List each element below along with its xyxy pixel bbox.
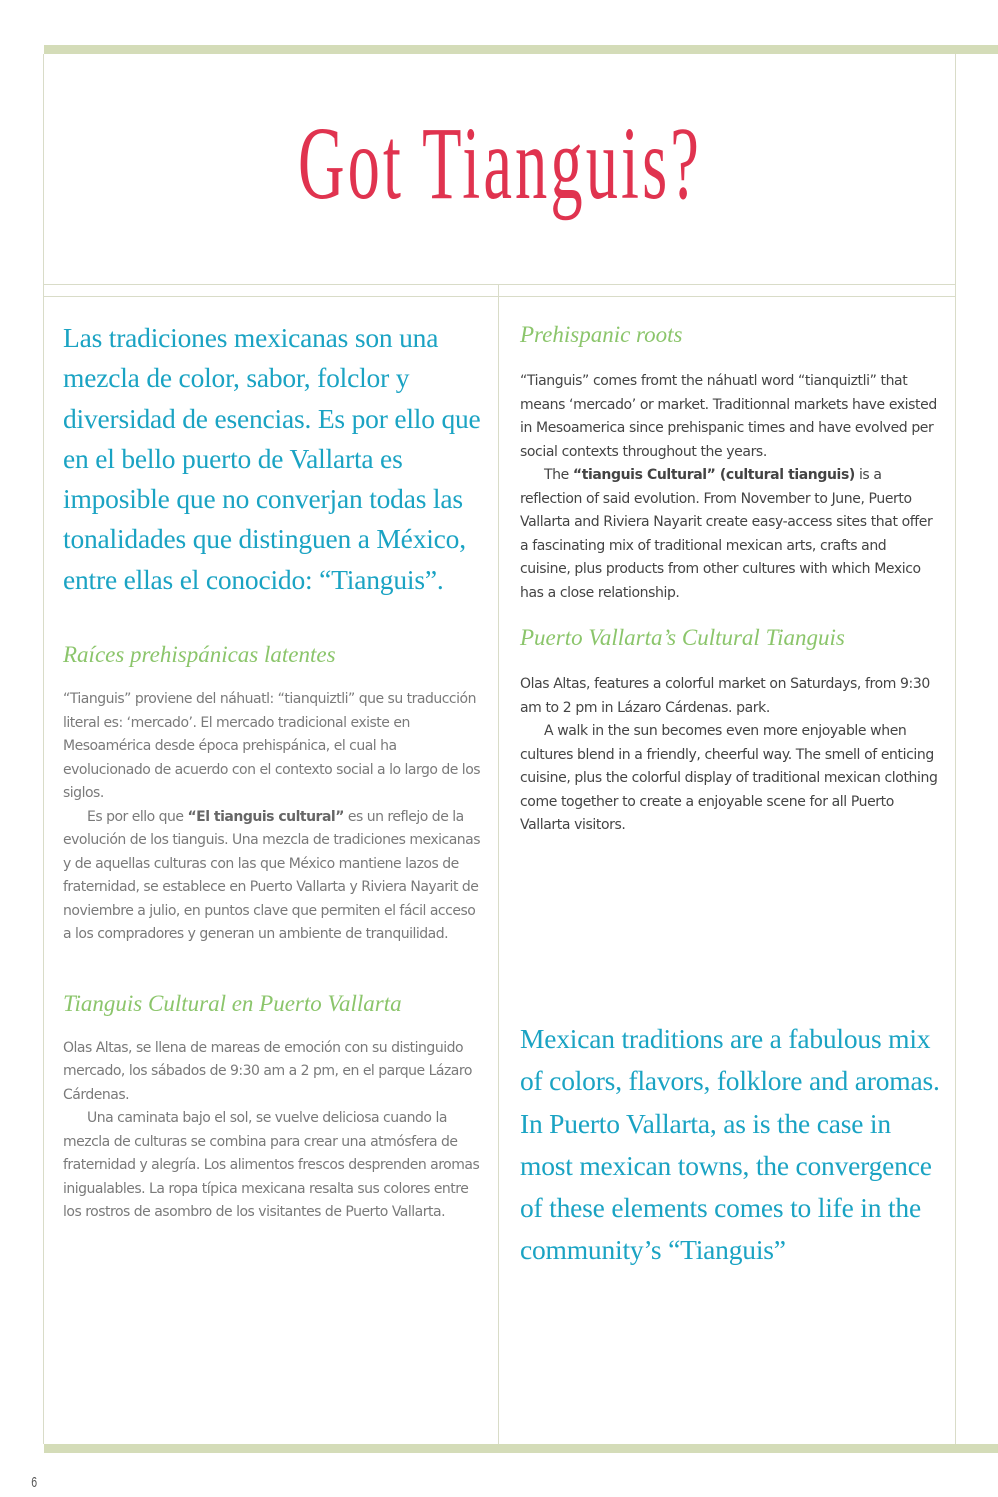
english-section2-title: Puerto Vallarta’s Cultural Tianguis [520,625,845,650]
english-bold-term: “tianguis Cultural” (cultural tianguis) [572,467,855,483]
spanish-bold-term: “El tianguis cultural” [187,808,344,825]
spanish-section2-paragraph1: Olas Altas, se llena de mareas de emoción con su distinguido mercado, los sábados de 9:30 am a 2 pm, en el parque Lázaro Cárdenas. [63,1039,472,1103]
top-rule [44,45,998,54]
english-section2-paragraph1: Olas Altas, features a colorful market on Saturdays, from 9:30 am to 2 pm in Lázaro Cárdenas. park. [520,676,930,716]
english-column [520,322,940,838]
english-section1-title: Prehispanic roots [520,322,683,347]
bottom-rule [44,1444,998,1453]
spanish-lead: Las tradiciones mexicanas son una mezcla de color, sabor, folclor y diversidad de esencias. Es por ello que en el bello puerto de Vallarta es imposible que no converjan todas las tonalidades que distinguen a México, entre ellas el conocido: “Tianguis”. [63,322,481,595]
right-frame-line [955,54,956,1444]
spanish-column [63,318,481,1225]
left-frame-line [43,54,44,1444]
english-section2-paragraph2: A walk in the sun becomes even more enjoyable when cultures blend in a friendly, cheerful way. The smell of enticing cuisine, plus the colorful display of traditional mexican clothing come together to create a enjoyable scene for all Puerto Vallarta visitors. [520,723,938,833]
title-divider [43,284,955,285]
page-title: Got Tianguis? [298,106,702,221]
title-divider-2 [43,296,955,297]
english-section1-paragraph2: The “tianguis Cultural” (cultural tianguis) is a reflection of said evolution. From November to June, Puerto Vallarta and Riviera Nayarit create easy-access sites that offer a fascinating mix of traditional mexican arts, crafts and cuisine, plus products from other cultures with which Mexico has a close relationship. [520,467,933,601]
spanish-section2-paragraph2: Una caminata bajo el sol, se vuelve deliciosa cuando la mezcla de culturas se combina para crear una atmósfera de fraternidad y alegría. Los alimentos frescos desprenden aromas inigualables. La ropa típica mexicana resalta sus colores entre los rostros de asombro de los visitantes de Puerto Vallarta. [63,1110,480,1221]
english-section1-paragraph1: “Tianguis” comes fromt the náhuatl word “tianquiztli” that means ‘mercado’ or market. Traditionnal markets have existed in Mesoamerica since prehispanic times and have evolved per social contexts throughout the years. [520,373,937,460]
column-divider [498,285,499,1444]
spanish-section1-paragraph1: “Tianguis” proviene del náhuatl: “tianquiztli” que su traducción literal es: ‘mercado’. El mercado tradicional existe en Mesoamérica desde época prehispánica, el cual ha evolucionado de acuerdo con el contexto social a lo largo de los siglos. [63,691,481,802]
spanish-section2-title: Tianguis Cultural en Puerto Vallarta [63,990,402,1016]
spanish-section1-title: Raíces prehispánicas latentes [63,642,336,668]
page-number: 6 [31,1474,38,1491]
english-lead: Mexican traditions are a fabulous mix of colors, flavors, folklore and aromas. In Puerto Vallarta, as is the case in most mexican towns, the convergence of these elements comes to life in the community’s “Tianguis” [520,1023,940,1266]
spanish-section1-paragraph2: Es por ello que “El tianguis cultural” es un reflejo de la evolución de los tianguis. Una mezcla de tradiciones mexicanas y de aquellas culturas con las que México mantiene lazos de fraternidad, se establece en Puerto Vallarta y Riviera Nayarit de noviembre a julio, en puntos clave que permiten el fácil acceso a los compradores y generan un ambiente de tranquilidad. [63,808,481,943]
